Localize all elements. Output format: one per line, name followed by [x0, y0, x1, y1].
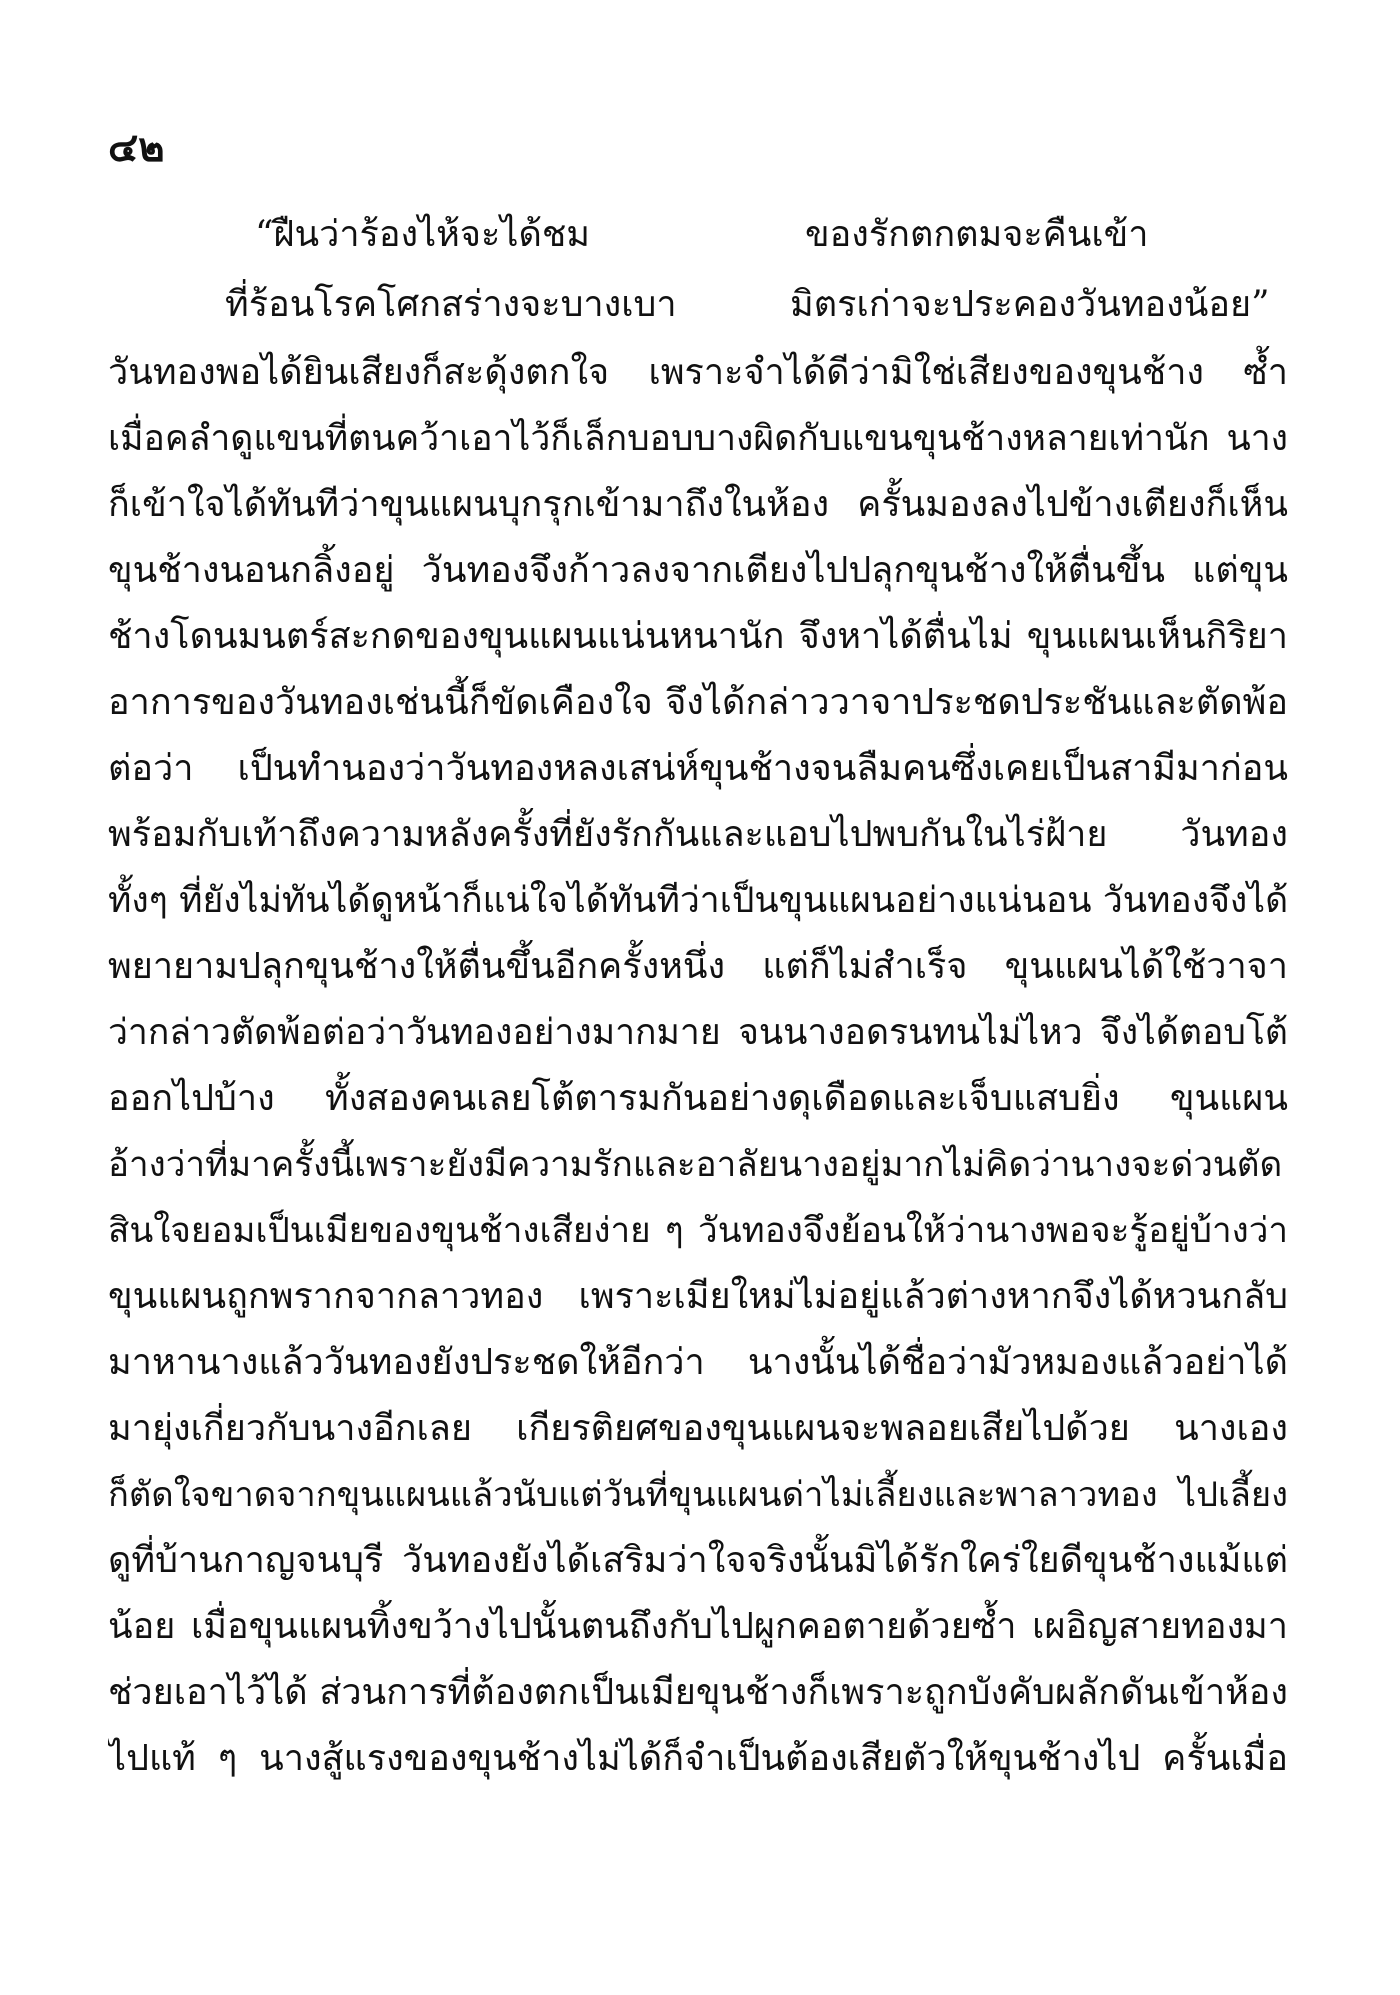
body-line: อาการของวันทองเช่นนี้ก็ขัดเคืองใจ จึงได้กล่าววาจาประชดประชันและตัดพ้อ — [108, 682, 1288, 723]
body-line: ขุนแผนถูกพรากจากลาวทอง เพราะเมียใหม่ไม่อยู่แล้วต่างหากจึงได้หวนกลับ — [108, 1276, 1288, 1317]
body-line: วันทองพอได้ยินเสียงก็สะดุ้งตกใจ เพราะจำได้ดีว่ามิใช่เสียงของขุนช้าง ซ้ำ — [108, 352, 1288, 393]
poem-verse-right: ของรักตกตมจะคืนเข้า — [805, 214, 1149, 255]
poem-line — [0, 200, 1400, 270]
body-line: ว่ากล่าวตัดพ้อต่อว่าวันทองอย่างมากมาย จนนางอดรนทนไม่ไหว จึงได้ตอบโต้ — [108, 1012, 1288, 1053]
body-line: อ้างว่าที่มาครั้งนี้เพราะยังมีความรักและอาลัยนางอยู่มากไม่คิดว่านางจะด่วนตัด — [108, 1145, 1283, 1185]
body-line: มาหานางแล้ววันทองยังประชดให้อีกว่า นางนั้นได้ชื่อว่ามัวหมองแล้วอย่าได้ — [108, 1342, 1288, 1383]
poem-verse-left: ที่ร้อนโรคโศกสร่างจะบางเบา — [225, 284, 677, 325]
body-line: ทั้งๆ ที่ยังไม่ทันได้ดูหน้าก็แน่ใจได้ทันทีว่าเป็นขุนแผนอย่างแน่นอน วันทองจึงได้ — [108, 880, 1288, 921]
page-number: ๔๒ — [108, 124, 165, 171]
body-line: สินใจยอมเป็นเมียของขุนช้างเสียง่าย ๆ วันทองจึงย้อนให้ว่านางพอจะรู้อยู่บ้างว่า — [108, 1211, 1288, 1251]
poem-verse-left: “ฝืนว่าร้องไห้จะได้ชม — [255, 214, 590, 255]
poem-stanza — [0, 200, 1400, 340]
body-line: ก็เข้าใจได้ทันทีว่าขุนแผนบุกรุกเข้ามาถึงในห้อง ครั้นมองลงไปข้างเตียงก็เห็น — [108, 484, 1288, 525]
body-line: พยายามปลุกขุนช้างให้ตื่นขึ้นอีกครั้งหนึ่ง แต่ก็ไม่สำเร็จ ขุนแผนได้ใช้วาจา — [108, 946, 1288, 987]
body-line: ต่อว่า เป็นทำนองว่าวันทองหลงเสน่ห์ขุนช้างจนลืมคนซึ่งเคยเป็นสามีมาก่อน — [108, 748, 1288, 789]
poem-line — [0, 270, 1400, 340]
body-line: ก็ตัดใจขาดจากขุนแผนแล้วนับแต่วันที่ขุนแผนด่าไม่เลี้ยงและพาลาวทอง ไปเลี้ยง — [108, 1475, 1288, 1515]
body-paragraph — [108, 340, 1288, 1792]
body-line: น้อย เมื่อขุนแผนทิ้งขว้างไปนั้นตนถึงกับไปผูกคอตายด้วยซ้ำ เผอิญสายทองมา — [108, 1606, 1288, 1647]
body-line: ดูที่บ้านกาญจนบุรี วันทองยังได้เสริมว่าใจจริงนั้นมิได้รักใคร่ใยดีขุนช้างแม้แต่ — [108, 1540, 1288, 1581]
body-line: ขุนช้างนอนกลิ้งอยู่ วันทองจึงก้าวลงจากเตียงไปปลุกขุนช้างให้ตื่นขึ้น แต่ขุน — [108, 550, 1288, 591]
body-line: ออกไปบ้าง ทั้งสองคนเลยโต้ตารมกันอย่างดุเดือดและเจ็บแสบยิ่ง ขุนแผน — [108, 1078, 1288, 1119]
body-line: มายุ่งเกี่ยวกับนางอีกเลย เกียรติยศของขุนแผนจะพลอยเสียไปด้วย นางเอง — [108, 1408, 1288, 1449]
body-line: พร้อมกับเท้าถึงความหลังครั้งที่ยังรักกันและแอบไปพบกันในไร่ฝ้าย วันทอง — [108, 814, 1288, 855]
poem-verse-right: มิตรเก่าจะประคองวันทองน้อย” — [790, 284, 1270, 325]
body-line: ช้างโดนมนตร์สะกดของขุนแผนแน่นหนานัก จึงหาได้ตื่นไม่ ขุนแผนเห็นกิริยา — [108, 616, 1288, 657]
body-line: ช่วยเอาไว้ได้ ส่วนการที่ต้องตกเป็นเมียขุนช้างก็เพราะถูกบังคับผลักดันเข้าห้อง — [108, 1672, 1288, 1713]
body-line: ไปแท้ ๆ นางสู้แรงของขุนช้างไม่ได้ก็จำเป็นต้องเสียตัวให้ขุนช้างไป ครั้นเมื่อ — [108, 1738, 1288, 1779]
body-line: เมื่อคลำดูแขนที่ตนคว้าเอาไว้ก็เล็กบอบบางผิดกับแขนขุนช้างหลายเท่านัก นาง — [108, 418, 1288, 459]
